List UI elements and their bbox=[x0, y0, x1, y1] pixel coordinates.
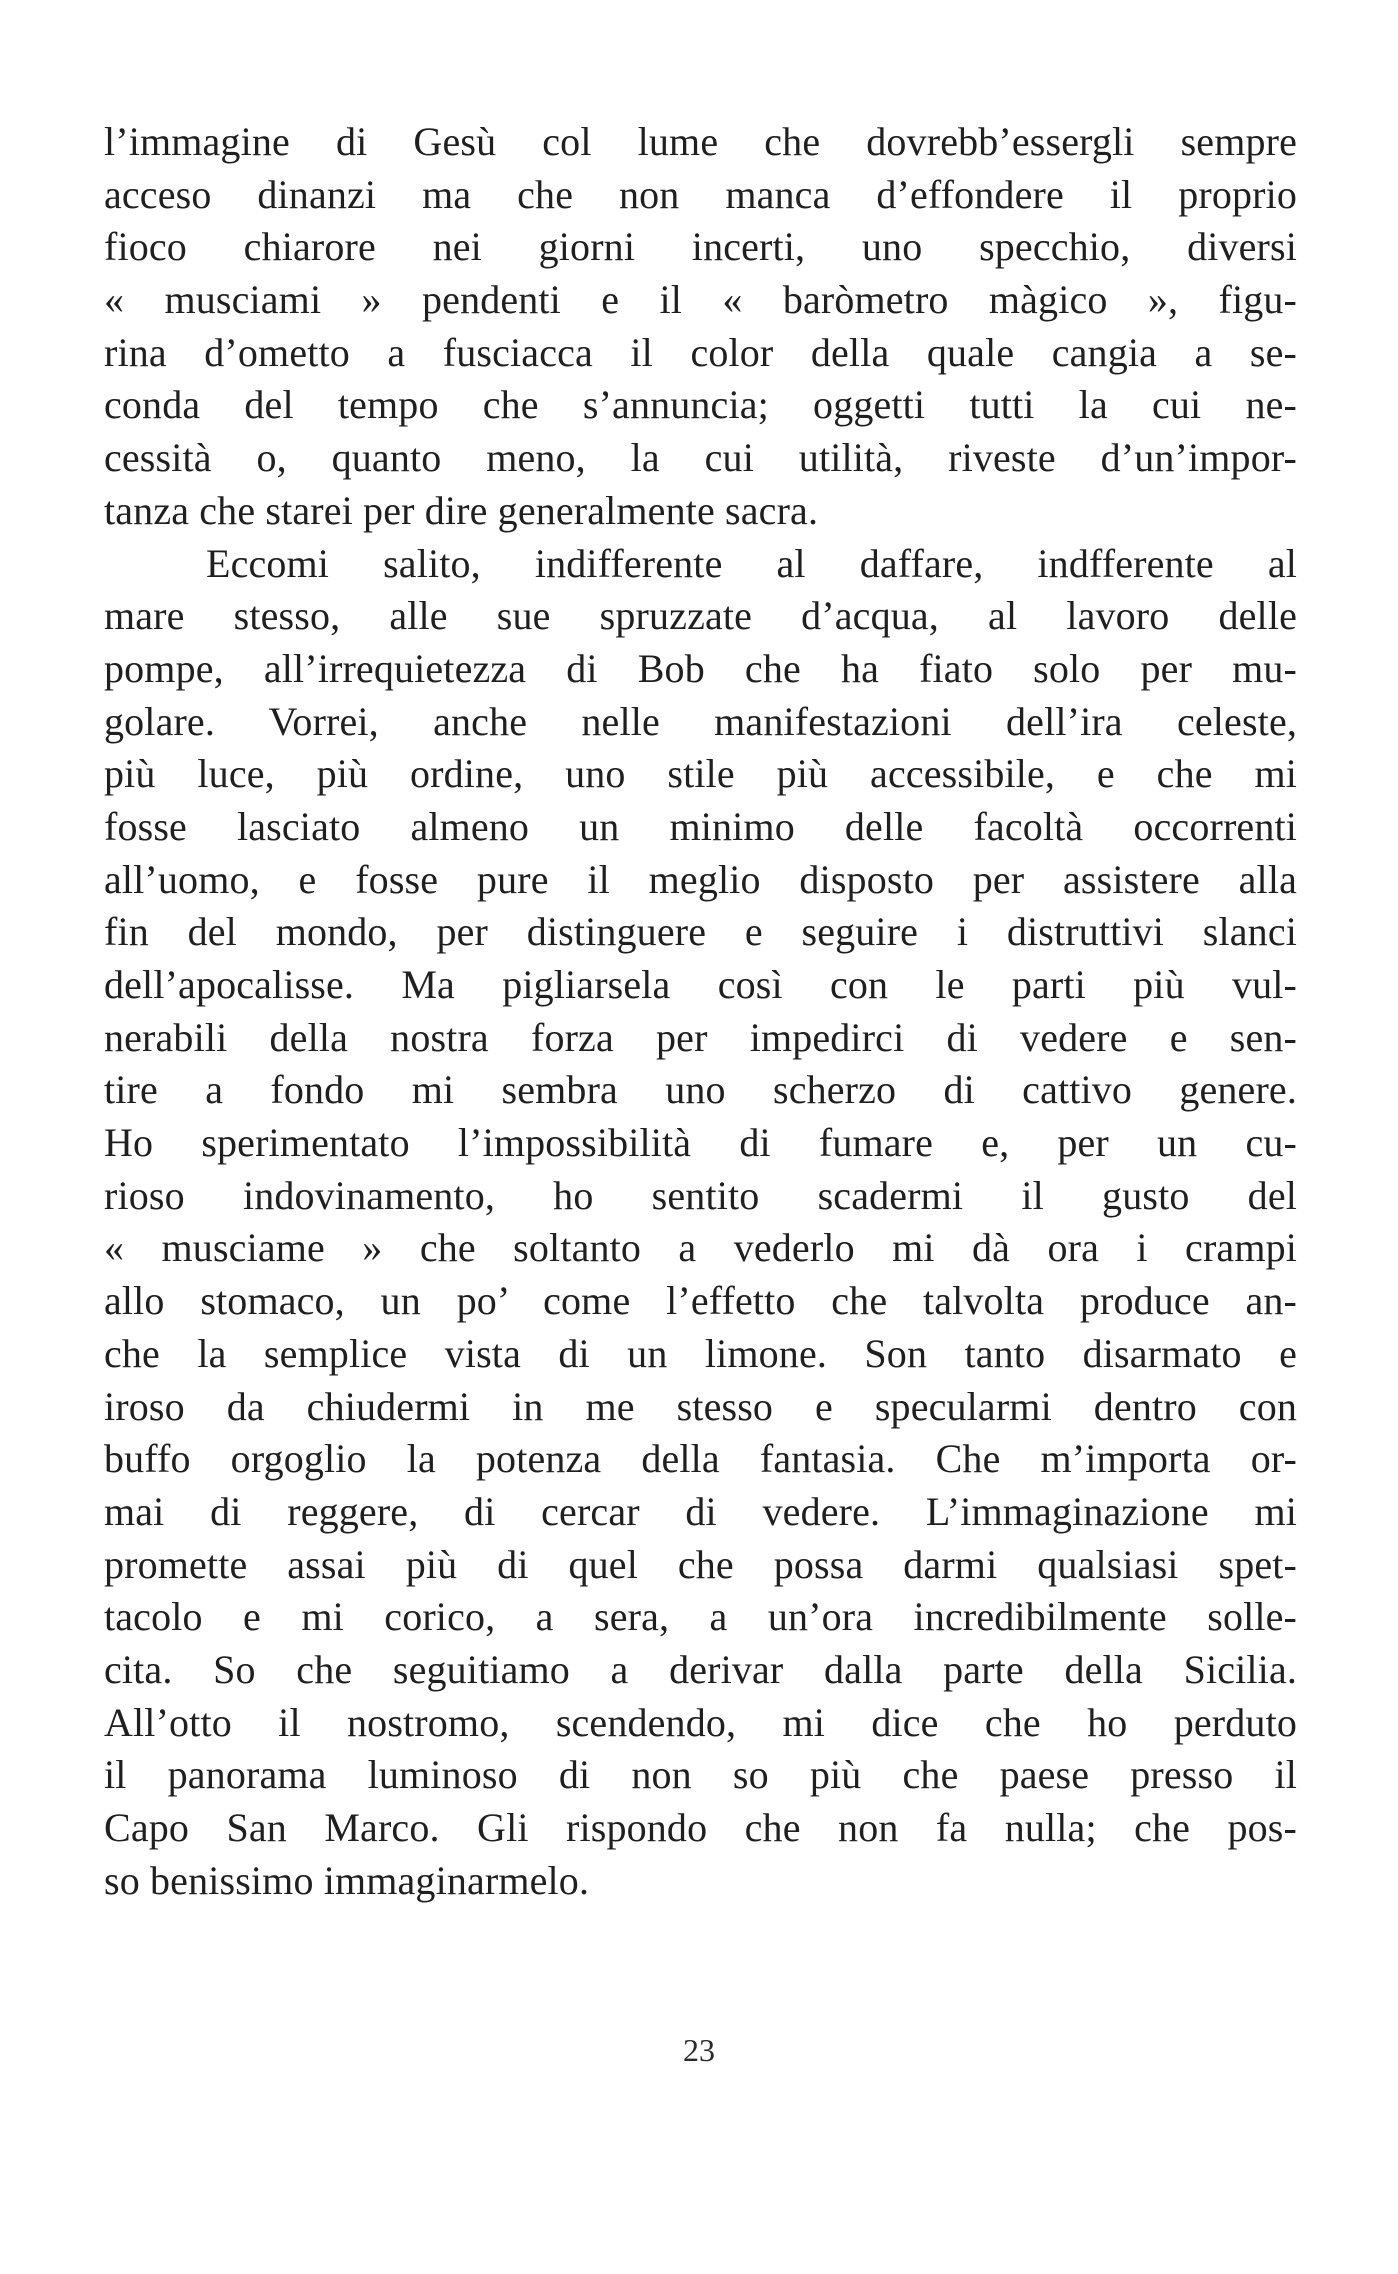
text-line: Ho sperimentato l’impossibilità di fumare e, per un cu- bbox=[104, 1120, 1297, 1166]
text-line: il panorama luminoso di non so più che paese presso il bbox=[104, 1752, 1297, 1798]
text-line: so benissimo immaginarmelo. bbox=[104, 1857, 590, 1903]
text-line: mare stesso, alle sue spruzzate d’acqua, al lavoro delle bbox=[104, 593, 1297, 639]
text-line: mai di reggere, di cercar di vedere. L’immaginazione mi bbox=[104, 1488, 1297, 1534]
text-line: rioso indovinamento, ho sentito scadermi il gusto del bbox=[104, 1172, 1297, 1218]
text-line: dell’apocalisse. Ma pigliarsela così con le parti più vul- bbox=[104, 962, 1297, 1007]
text-line: Capo San Marco. Gli rispondo che non fa nulla; che pos- bbox=[104, 1805, 1297, 1850]
paragraph-start-line: Eccomi salito, indifferente al daffare, indfferente al bbox=[206, 540, 1297, 586]
text-line: tanza che starei per dire generalmente sacra. bbox=[104, 487, 819, 533]
text-line: cita. So che seguitiamo a derivar dalla parte della Sicilia. bbox=[104, 1646, 1297, 1692]
text-line: acceso dinanzi ma che non manca d’effondere il proprio bbox=[104, 171, 1297, 217]
page-number: 23 bbox=[683, 2032, 715, 2068]
text-line: buffo orgoglio la potenza della fantasia. Che m’importa or- bbox=[104, 1436, 1297, 1482]
text-line: nerabili della nostra forza per impedirci di vedere e sen- bbox=[104, 1014, 1297, 1060]
text-line: pompe, all’irrequietezza di Bob che ha fiato solo per mu- bbox=[104, 645, 1297, 691]
text-line: conda del tempo che s’annuncia; oggetti tutti la cui ne- bbox=[104, 382, 1297, 428]
text-line: l’immagine di Gesù col lume che dovrebb’essergli sempre bbox=[104, 119, 1297, 164]
text-line: tire a fondo mi sembra uno scherzo di cattivo genere. bbox=[104, 1067, 1297, 1113]
text-line: rina d’ometto a fusciacca il color della quale cangia a se- bbox=[104, 329, 1297, 375]
text-line: All’otto il nostromo, scendendo, mi dice che ho perduto bbox=[104, 1699, 1297, 1745]
text-line: tacolo e mi corico, a sera, a un’ora incredibilmente solle- bbox=[104, 1594, 1297, 1640]
text-line: « musciame » che soltanto a vederlo mi dà ora i crampi bbox=[104, 1225, 1297, 1271]
text-line: più luce, più ordine, uno stile più accessibile, e che mi bbox=[104, 751, 1297, 797]
text-line: allo stomaco, un po’ come l’effetto che talvolta produce an- bbox=[104, 1278, 1297, 1324]
text-line: « musciami » pendenti e il « baròmetro màgico », figu- bbox=[104, 277, 1297, 323]
text-line: cessità o, quanto meno, la cui utilità, riveste d’un’impor- bbox=[104, 435, 1297, 481]
text-line: fin del mondo, per distinguere e seguire i distruttivi slanci bbox=[104, 909, 1297, 955]
text-line: all’uomo, e fosse pure il meglio disposto per assistere alla bbox=[104, 856, 1297, 902]
text-line: fioco chiarore nei giorni incerti, uno specchio, diversi bbox=[104, 224, 1297, 270]
text-line: promette assai più di quel che possa darmi qualsiasi spet- bbox=[104, 1541, 1297, 1587]
text-line: fosse lasciato almeno un minimo delle facoltà occorrenti bbox=[104, 803, 1297, 849]
text-line: iroso da chiudermi in me stesso e specularmi dentro con bbox=[104, 1383, 1297, 1429]
text-line: che la semplice vista di un limone. Son tanto disarmato e bbox=[104, 1330, 1297, 1376]
text-line: golare. Vorrei, anche nelle manifestazioni dell’ira celeste, bbox=[104, 698, 1297, 744]
body-text bbox=[104, 116, 1297, 1907]
